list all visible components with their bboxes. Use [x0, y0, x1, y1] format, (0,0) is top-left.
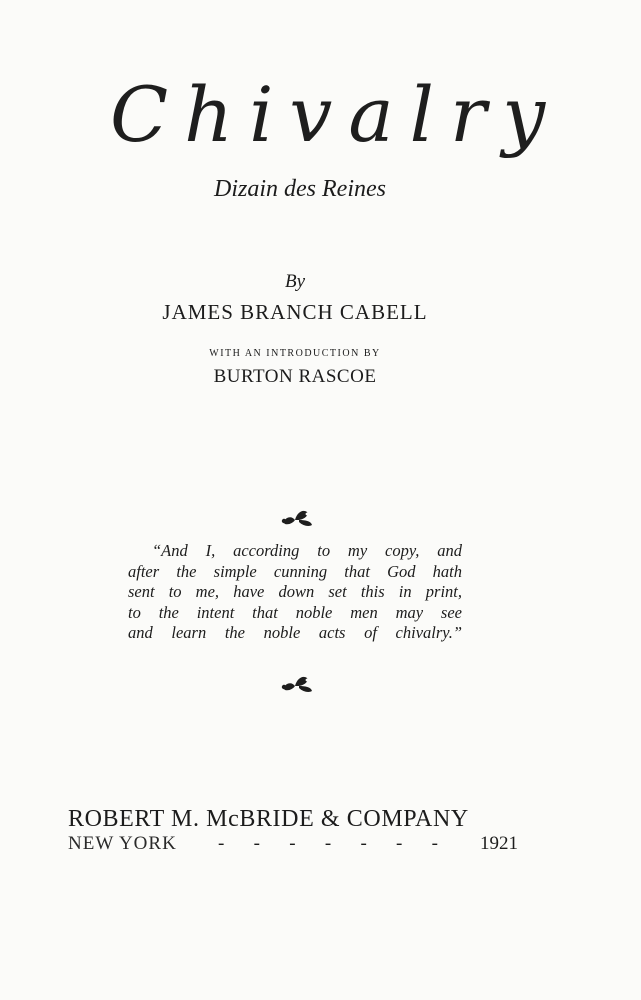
- introduction-label: WITH AN INTRODUCTION BY: [209, 348, 381, 359]
- epigraph-line: and learn the noble acts of chivalry.”: [128, 623, 462, 642]
- epigraph-line: “And I, according to my copy, and: [152, 541, 462, 560]
- epigraph-line: sent to me, have down set this in print,: [128, 582, 462, 601]
- dash: -: [431, 833, 438, 854]
- dash: -: [324, 833, 332, 854]
- book-title: Chivalry: [110, 70, 562, 159]
- fleuron-icon-graphic: [277, 506, 317, 530]
- fleuron-icon-graphic: [277, 672, 317, 696]
- imprint-line: [68, 832, 518, 856]
- imprint-dashes: [218, 832, 438, 856]
- epigraph-line: after the simple cunning that God hath: [128, 561, 462, 581]
- dash: -: [360, 833, 367, 854]
- fleuron-icon: [277, 672, 317, 696]
- fleuron-icon: [277, 506, 317, 530]
- publisher-city: NEW YORK: [68, 833, 177, 854]
- by-label: By: [284, 271, 306, 292]
- epigraph: [128, 541, 462, 644]
- introducer-name: BURTON RASCOE: [213, 366, 377, 387]
- publisher-name: ROBERT M. McBRIDE & COMPANY: [68, 806, 469, 832]
- author-name: JAMES BRANCH CABELL: [162, 300, 428, 324]
- book-subtitle: Dizain des Reines: [214, 176, 386, 202]
- dash: -: [253, 833, 260, 854]
- dash: -: [218, 833, 225, 854]
- epigraph-line: to the intent that noble men may see: [128, 602, 462, 622]
- dash: -: [396, 833, 403, 854]
- publication-year: 1921: [480, 833, 518, 854]
- dash: -: [289, 833, 296, 854]
